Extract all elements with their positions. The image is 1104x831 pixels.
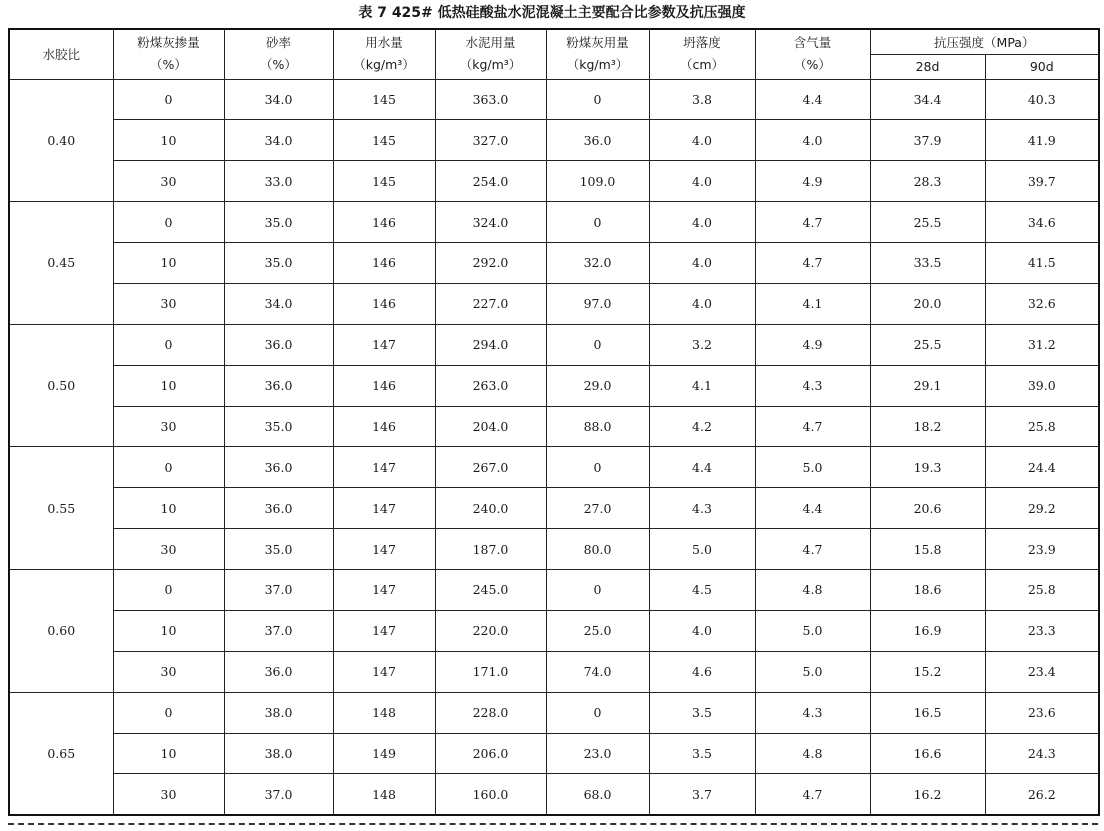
table-cell: 29.1 xyxy=(870,365,985,406)
table-cell: 4.0 xyxy=(649,202,755,243)
table-cell: 10 xyxy=(113,488,224,529)
table-cell: 146 xyxy=(333,365,435,406)
header-flyash-amount: 粉煤灰用量 （kg/m³） xyxy=(546,29,649,79)
table-cell: 147 xyxy=(333,529,435,570)
table-cell: 25.5 xyxy=(870,202,985,243)
table-cell: 39.7 xyxy=(985,161,1099,202)
header-cement: 水泥用量 （kg/m³） xyxy=(435,29,546,79)
table-cell: 36.0 xyxy=(546,120,649,161)
table-cell: 145 xyxy=(333,120,435,161)
table-cell: 23.9 xyxy=(985,529,1099,570)
table-cell: 37.0 xyxy=(224,774,333,815)
table-cell: 187.0 xyxy=(435,529,546,570)
table-cell: 160.0 xyxy=(435,774,546,815)
table-cell: 23.3 xyxy=(985,610,1099,651)
table-cell: 10 xyxy=(113,243,224,284)
table-cell: 34.0 xyxy=(224,283,333,324)
table-cell: 39.0 xyxy=(985,365,1099,406)
table-cell: 146 xyxy=(333,406,435,447)
table-cell: 68.0 xyxy=(546,774,649,815)
table-row xyxy=(9,79,1099,120)
table-cell: 4.9 xyxy=(755,161,870,202)
table-cell: 19.3 xyxy=(870,447,985,488)
table-cell: 4.0 xyxy=(649,243,755,284)
table-cell: 4.0 xyxy=(649,283,755,324)
table-cell: 4.7 xyxy=(755,243,870,284)
table-cell: 4.5 xyxy=(649,570,755,611)
table-cell: 240.0 xyxy=(435,488,546,529)
table-row xyxy=(9,651,1099,692)
ratio-cell: 0.65 xyxy=(9,692,113,815)
table-cell: 0 xyxy=(113,79,224,120)
table-cell: 34.4 xyxy=(870,79,985,120)
bottom-rule xyxy=(8,823,1098,825)
table-cell: 220.0 xyxy=(435,610,546,651)
table-cell: 20.0 xyxy=(870,283,985,324)
table-cell: 227.0 xyxy=(435,283,546,324)
table-row xyxy=(9,488,1099,529)
table-cell: 88.0 xyxy=(546,406,649,447)
table-cell: 5.0 xyxy=(755,610,870,651)
table-cell: 29.2 xyxy=(985,488,1099,529)
table-cell: 30 xyxy=(113,651,224,692)
table-cell: 3.5 xyxy=(649,733,755,774)
table-cell: 28.3 xyxy=(870,161,985,202)
table-cell: 40.3 xyxy=(985,79,1099,120)
table-cell: 10 xyxy=(113,733,224,774)
table-cell: 204.0 xyxy=(435,406,546,447)
table-cell: 0 xyxy=(546,692,649,733)
table-cell: 0 xyxy=(113,324,224,365)
table-cell: 80.0 xyxy=(546,529,649,570)
table-cell: 4.7 xyxy=(755,529,870,570)
table-cell: 0 xyxy=(546,79,649,120)
table-cell: 74.0 xyxy=(546,651,649,692)
ratio-cell: 0.40 xyxy=(9,79,113,202)
ratio-cell: 0.60 xyxy=(9,570,113,693)
table-cell: 36.0 xyxy=(224,324,333,365)
table-row xyxy=(9,324,1099,365)
table-cell: 145 xyxy=(333,79,435,120)
table-cell: 30 xyxy=(113,283,224,324)
table-cell: 0 xyxy=(113,570,224,611)
table-cell: 245.0 xyxy=(435,570,546,611)
table-cell: 30 xyxy=(113,529,224,570)
table-cell: 294.0 xyxy=(435,324,546,365)
table-cell: 4.7 xyxy=(755,202,870,243)
table-cell: 36.0 xyxy=(224,488,333,529)
table-cell: 36.0 xyxy=(224,447,333,488)
table-cell: 0 xyxy=(113,447,224,488)
table-cell: 4.1 xyxy=(649,365,755,406)
table-cell: 171.0 xyxy=(435,651,546,692)
table-row xyxy=(9,529,1099,570)
table-cell: 29.0 xyxy=(546,365,649,406)
header-28d: 28d xyxy=(870,54,985,79)
table-cell: 0 xyxy=(113,692,224,733)
table-cell: 25.5 xyxy=(870,324,985,365)
table-cell: 16.9 xyxy=(870,610,985,651)
table-cell: 4.4 xyxy=(649,447,755,488)
table-cell: 35.0 xyxy=(224,529,333,570)
table-cell: 147 xyxy=(333,324,435,365)
table-cell: 10 xyxy=(113,365,224,406)
ratio-cell: 0.50 xyxy=(9,324,113,447)
table-cell: 23.6 xyxy=(985,692,1099,733)
table-cell: 4.8 xyxy=(755,570,870,611)
table-cell: 4.7 xyxy=(755,406,870,447)
table-cell: 5.0 xyxy=(755,447,870,488)
table-cell: 4.6 xyxy=(649,651,755,692)
table-cell: 41.9 xyxy=(985,120,1099,161)
ratio-cell: 0.55 xyxy=(9,447,113,570)
table-cell: 147 xyxy=(333,447,435,488)
table-cell: 16.5 xyxy=(870,692,985,733)
header-flyash-pct: 粉煤灰掺量 （%） xyxy=(113,29,224,79)
table-cell: 4.0 xyxy=(649,161,755,202)
table-cell: 147 xyxy=(333,488,435,529)
table-cell: 148 xyxy=(333,774,435,815)
table-cell: 20.6 xyxy=(870,488,985,529)
table-cell: 148 xyxy=(333,692,435,733)
header-strength: 抗压强度（MPa） xyxy=(870,29,1099,54)
mix-proportion-table xyxy=(8,28,1100,816)
header-90d: 90d xyxy=(985,54,1099,79)
table-cell: 3.5 xyxy=(649,692,755,733)
table-cell: 4.7 xyxy=(755,774,870,815)
table-cell: 3.2 xyxy=(649,324,755,365)
table-row xyxy=(9,161,1099,202)
table-cell: 147 xyxy=(333,570,435,611)
table-cell: 37.0 xyxy=(224,610,333,651)
table-row xyxy=(9,202,1099,243)
table-cell: 38.0 xyxy=(224,733,333,774)
table-cell: 228.0 xyxy=(435,692,546,733)
table-cell: 149 xyxy=(333,733,435,774)
table-cell: 145 xyxy=(333,161,435,202)
table-cell: 34.0 xyxy=(224,79,333,120)
table-cell: 327.0 xyxy=(435,120,546,161)
table-cell: 37.9 xyxy=(870,120,985,161)
table-cell: 5.0 xyxy=(649,529,755,570)
table-cell: 10 xyxy=(113,120,224,161)
table-cell: 3.8 xyxy=(649,79,755,120)
table-cell: 4.0 xyxy=(755,120,870,161)
table-cell: 15.8 xyxy=(870,529,985,570)
table-cell: 34.0 xyxy=(224,120,333,161)
table-cell: 0 xyxy=(546,447,649,488)
header-sand-rate: 砂率 （%） xyxy=(224,29,333,79)
table-cell: 34.6 xyxy=(985,202,1099,243)
header-ratio: 水胶比 xyxy=(9,29,113,79)
table-cell: 30 xyxy=(113,774,224,815)
table-cell: 36.0 xyxy=(224,651,333,692)
table-cell: 292.0 xyxy=(435,243,546,284)
table-cell: 30 xyxy=(113,161,224,202)
table-cell: 33.0 xyxy=(224,161,333,202)
header-slump: 坍落度 （cm） xyxy=(649,29,755,79)
table-cell: 31.2 xyxy=(985,324,1099,365)
table-cell: 4.0 xyxy=(649,120,755,161)
table-row xyxy=(9,243,1099,284)
header-water: 用水量 （kg/m³） xyxy=(333,29,435,79)
table-caption: 表 7 425# 低热硅酸盐水泥混凝土主要配合比参数及抗压强度 xyxy=(358,5,746,21)
table-row xyxy=(9,774,1099,815)
table-cell: 10 xyxy=(113,610,224,651)
table-cell: 147 xyxy=(333,651,435,692)
table-cell: 26.2 xyxy=(985,774,1099,815)
table-cell: 37.0 xyxy=(224,570,333,611)
table-cell: 32.0 xyxy=(546,243,649,284)
table-cell: 4.4 xyxy=(755,488,870,529)
table-cell: 0 xyxy=(546,324,649,365)
table-cell: 15.2 xyxy=(870,651,985,692)
table-cell: 23.0 xyxy=(546,733,649,774)
table-cell: 38.0 xyxy=(224,692,333,733)
table-cell: 4.3 xyxy=(755,692,870,733)
table-cell: 25.8 xyxy=(985,406,1099,447)
table-cell: 24.4 xyxy=(985,447,1099,488)
table-cell: 16.6 xyxy=(870,733,985,774)
table-cell: 97.0 xyxy=(546,283,649,324)
table-cell: 23.4 xyxy=(985,651,1099,692)
table-cell: 4.9 xyxy=(755,324,870,365)
table-body xyxy=(9,79,1099,815)
table-row xyxy=(9,120,1099,161)
table-row xyxy=(9,365,1099,406)
table-cell: 363.0 xyxy=(435,79,546,120)
table-cell: 146 xyxy=(333,243,435,284)
table-cell: 25.8 xyxy=(985,570,1099,611)
table-cell: 0 xyxy=(113,202,224,243)
table-cell: 5.0 xyxy=(755,651,870,692)
table-cell: 146 xyxy=(333,202,435,243)
table-row xyxy=(9,692,1099,733)
table-cell: 24.3 xyxy=(985,733,1099,774)
table-cell: 35.0 xyxy=(224,202,333,243)
table-row xyxy=(9,570,1099,611)
table-cell: 4.3 xyxy=(649,488,755,529)
table-cell: 35.0 xyxy=(224,406,333,447)
table-cell: 27.0 xyxy=(546,488,649,529)
table-row xyxy=(9,733,1099,774)
table-cell: 0 xyxy=(546,570,649,611)
table-cell: 33.5 xyxy=(870,243,985,284)
table-cell: 41.5 xyxy=(985,243,1099,284)
table-row xyxy=(9,447,1099,488)
header-air: 含气量 （%） xyxy=(755,29,870,79)
table-cell: 4.3 xyxy=(755,365,870,406)
table-cell: 0 xyxy=(546,202,649,243)
table-cell: 3.7 xyxy=(649,774,755,815)
table-cell: 4.0 xyxy=(649,610,755,651)
table-cell: 147 xyxy=(333,610,435,651)
table-row xyxy=(9,406,1099,447)
table-row xyxy=(9,610,1099,651)
table-cell: 109.0 xyxy=(546,161,649,202)
table-cell: 36.0 xyxy=(224,365,333,406)
table-cell: 4.1 xyxy=(755,283,870,324)
table-cell: 25.0 xyxy=(546,610,649,651)
table-cell: 18.2 xyxy=(870,406,985,447)
table-cell: 16.2 xyxy=(870,774,985,815)
table-cell: 267.0 xyxy=(435,447,546,488)
table-cell: 18.6 xyxy=(870,570,985,611)
table-cell: 4.8 xyxy=(755,733,870,774)
table-cell: 254.0 xyxy=(435,161,546,202)
table-row xyxy=(9,283,1099,324)
table-cell: 324.0 xyxy=(435,202,546,243)
table-cell: 35.0 xyxy=(224,243,333,284)
table-cell: 263.0 xyxy=(435,365,546,406)
table-cell: 4.4 xyxy=(755,79,870,120)
table-cell: 4.2 xyxy=(649,406,755,447)
table-cell: 30 xyxy=(113,406,224,447)
table-cell: 146 xyxy=(333,283,435,324)
table-cell: 32.6 xyxy=(985,283,1099,324)
ratio-cell: 0.45 xyxy=(9,202,113,325)
table-cell: 206.0 xyxy=(435,733,546,774)
